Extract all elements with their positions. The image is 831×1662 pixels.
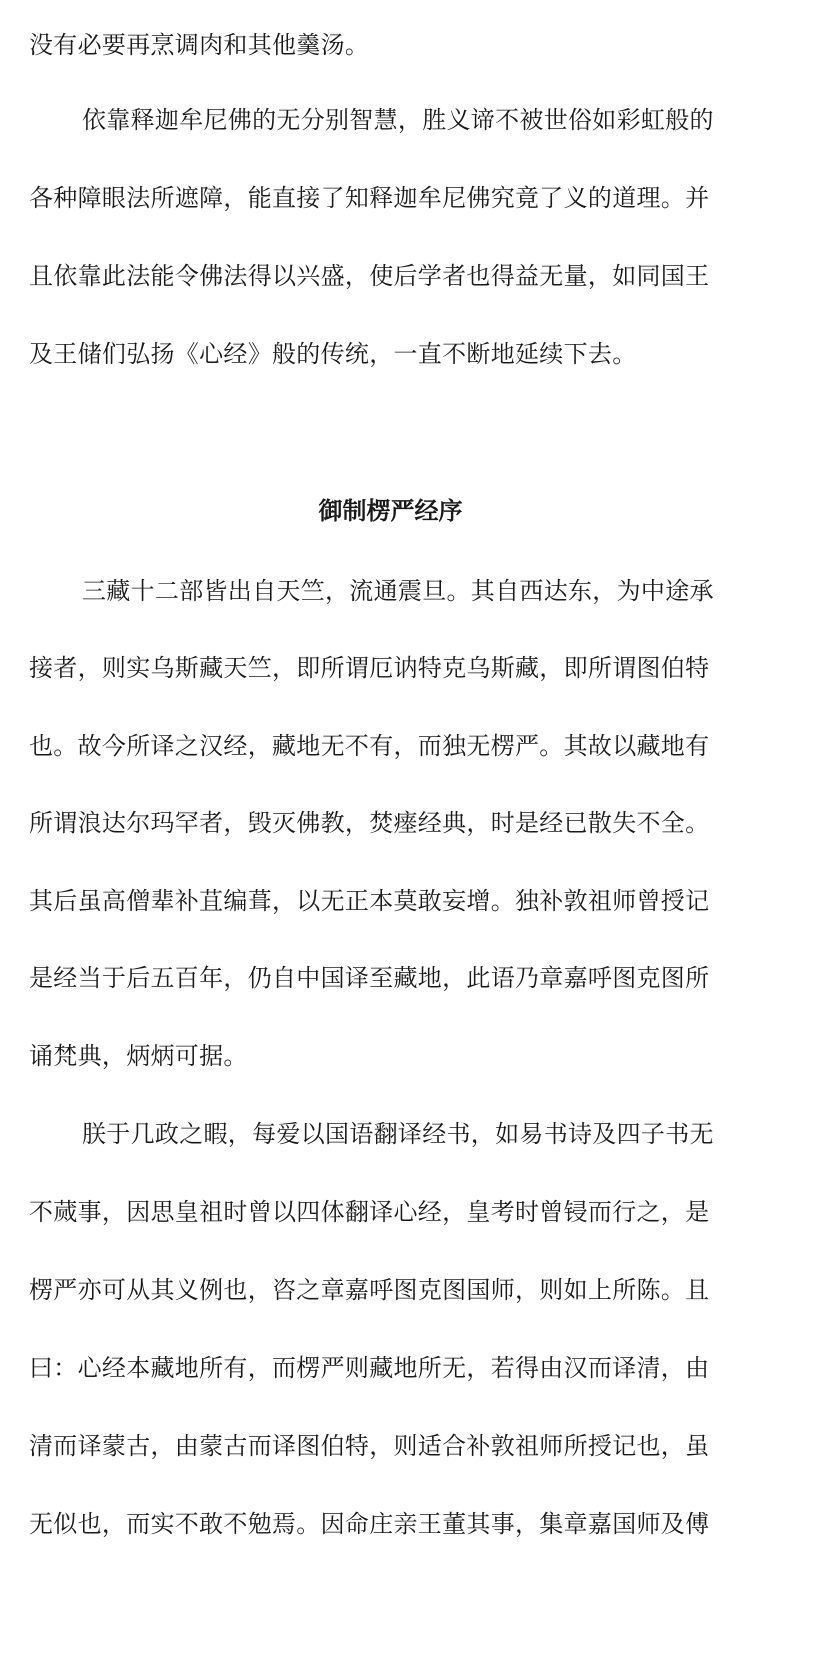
text-line: 曰：心经本藏地所有，而楞严则藏地所无，若得由汉而译清，由	[29, 1354, 710, 1382]
text-line: 依靠释迦牟尼佛的无分别智慧，胜义谛不被世俗如彩虹般的	[82, 106, 714, 134]
text-line: 各种障眼法所遮障，能直接了知释迦牟尼佛究竟了义的道理。并	[29, 184, 710, 212]
text-line: 不蒇事，因思皇祖时曾以四体翻译心经，皇考时曾锓而行之，是	[29, 1198, 710, 1226]
text-line: 其后虽高僧辈补苴编葺，以无正本莫敢妄增。独补敦祖师曾授记	[29, 887, 710, 915]
text-line: 接者，则实乌斯藏天竺，即所谓厄讷特克乌斯藏，即所谓图伯特	[29, 654, 710, 682]
text-line: 没有必要再烹调肉和其他羹汤。	[29, 31, 370, 59]
text-line: 楞严亦可从其义例也，咨之章嘉呼图克图国师，则如上所陈。且	[29, 1276, 710, 1304]
section-title: 御制楞严经序	[318, 497, 463, 525]
text-line: 也。故今所译之汉经，藏地无不有，而独无楞严。其故以藏地有	[29, 732, 710, 760]
text-line: 清而译蒙古，由蒙古而译图伯特，则适合补敦祖师所授记也，虽	[29, 1432, 710, 1460]
text-line: 是经当于后五百年，仍自中国译至藏地，此语乃章嘉呼图克图所	[29, 964, 710, 992]
text-line: 三藏十二部皆出自天竺，流通震旦。其自西达东，为中途承	[82, 577, 714, 605]
text-line: 所谓浪达尔玛罕者，毁灭佛教，焚瘗经典，时是经已散失不全。	[29, 809, 710, 837]
text-line: 且依靠此法能令佛法得以兴盛，使后学者也得益无量，如同国王	[29, 262, 710, 290]
text-line: 诵梵典，炳炳可据。	[29, 1042, 248, 1070]
text-line: 朕于几政之暇，每爱以国语翻译经书，如易书诗及四子书无	[82, 1120, 714, 1148]
text-line: 无似也，而实不敢不勉焉。因命庄亲王董其事，集章嘉国师及傅	[29, 1510, 710, 1538]
text-line: 及王储们弘扬《心经》般的传统，一直不断地延续下去。	[29, 340, 637, 368]
